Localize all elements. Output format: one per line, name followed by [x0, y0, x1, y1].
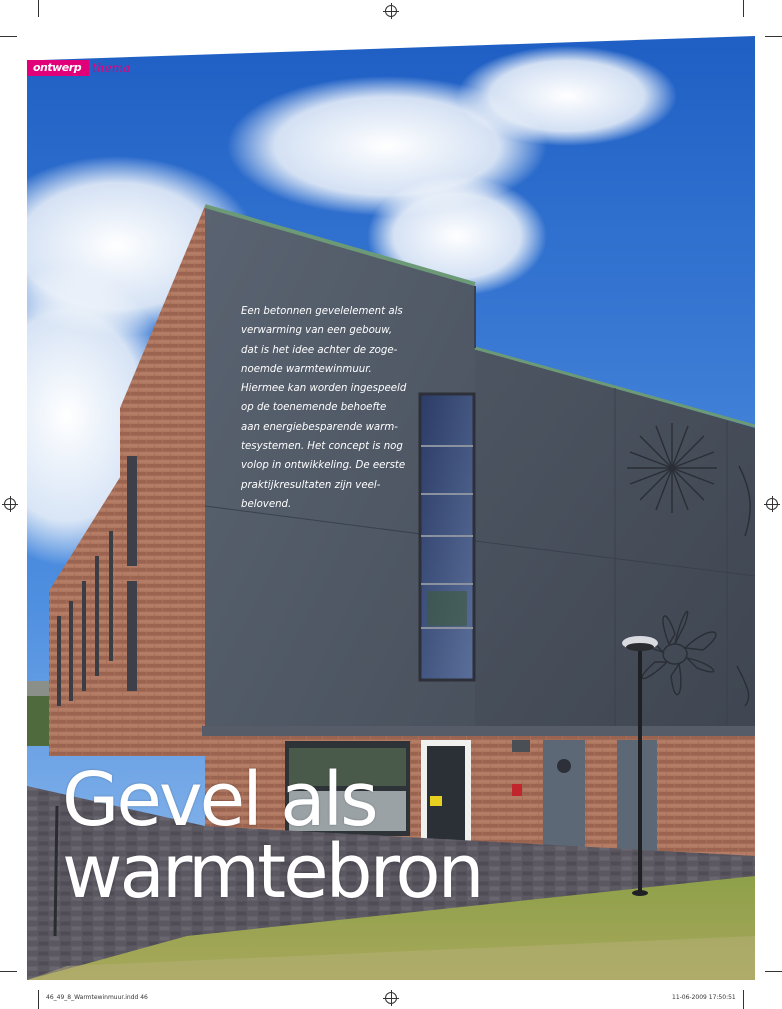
- intro-line: Een betonnen gevelelement als: [241, 306, 403, 317]
- crop-mark: [743, 990, 744, 1009]
- intro-line: belovend.: [241, 498, 292, 510]
- intro-line: dat is het idee achter de zoge-: [241, 344, 398, 356]
- crop-mark: [38, 990, 39, 1009]
- intro-line: noemde warmtewinmuur.: [241, 363, 372, 375]
- headline-line-1: Gevel als: [62, 757, 376, 843]
- section-brand: [27, 60, 130, 76]
- registration-mark-icon: [4, 498, 16, 510]
- intro-line: verwarming van een gebouw,: [241, 325, 393, 337]
- slug-filename: 46_49_8_Warmtewinmuur.indd 46: [46, 994, 148, 1001]
- headline-line-2: warmtebron: [62, 829, 482, 915]
- intro-line: tesystemen. Het concept is nog: [241, 441, 403, 453]
- crop-mark: [765, 36, 782, 37]
- brand-logo: ontwerp: [27, 60, 89, 76]
- intro-paragraph: [241, 302, 416, 514]
- crop-mark: [38, 0, 39, 17]
- intro-line: volop in ontwikkeling. De eerste: [241, 460, 406, 472]
- crop-mark: [765, 971, 782, 972]
- intro-line: op de toenemende behoefte: [241, 402, 387, 414]
- intro-line: Hiermee kan worden ingespeeld: [241, 383, 407, 395]
- crop-mark: [743, 0, 744, 17]
- intro-line: praktijkresultaten zijn veel-: [241, 479, 381, 491]
- intro-line: aan energiebesparende warm-: [241, 421, 398, 433]
- registration-mark-icon: [385, 992, 397, 1004]
- crop-mark: [0, 971, 17, 972]
- article-headline: [62, 757, 482, 915]
- registration-mark-icon: [385, 5, 397, 17]
- crop-mark: [0, 36, 17, 37]
- registration-mark-icon: [766, 498, 778, 510]
- slug-timestamp: 11-06-2009 17:50:51: [672, 994, 736, 1001]
- section-label: thema: [92, 61, 131, 75]
